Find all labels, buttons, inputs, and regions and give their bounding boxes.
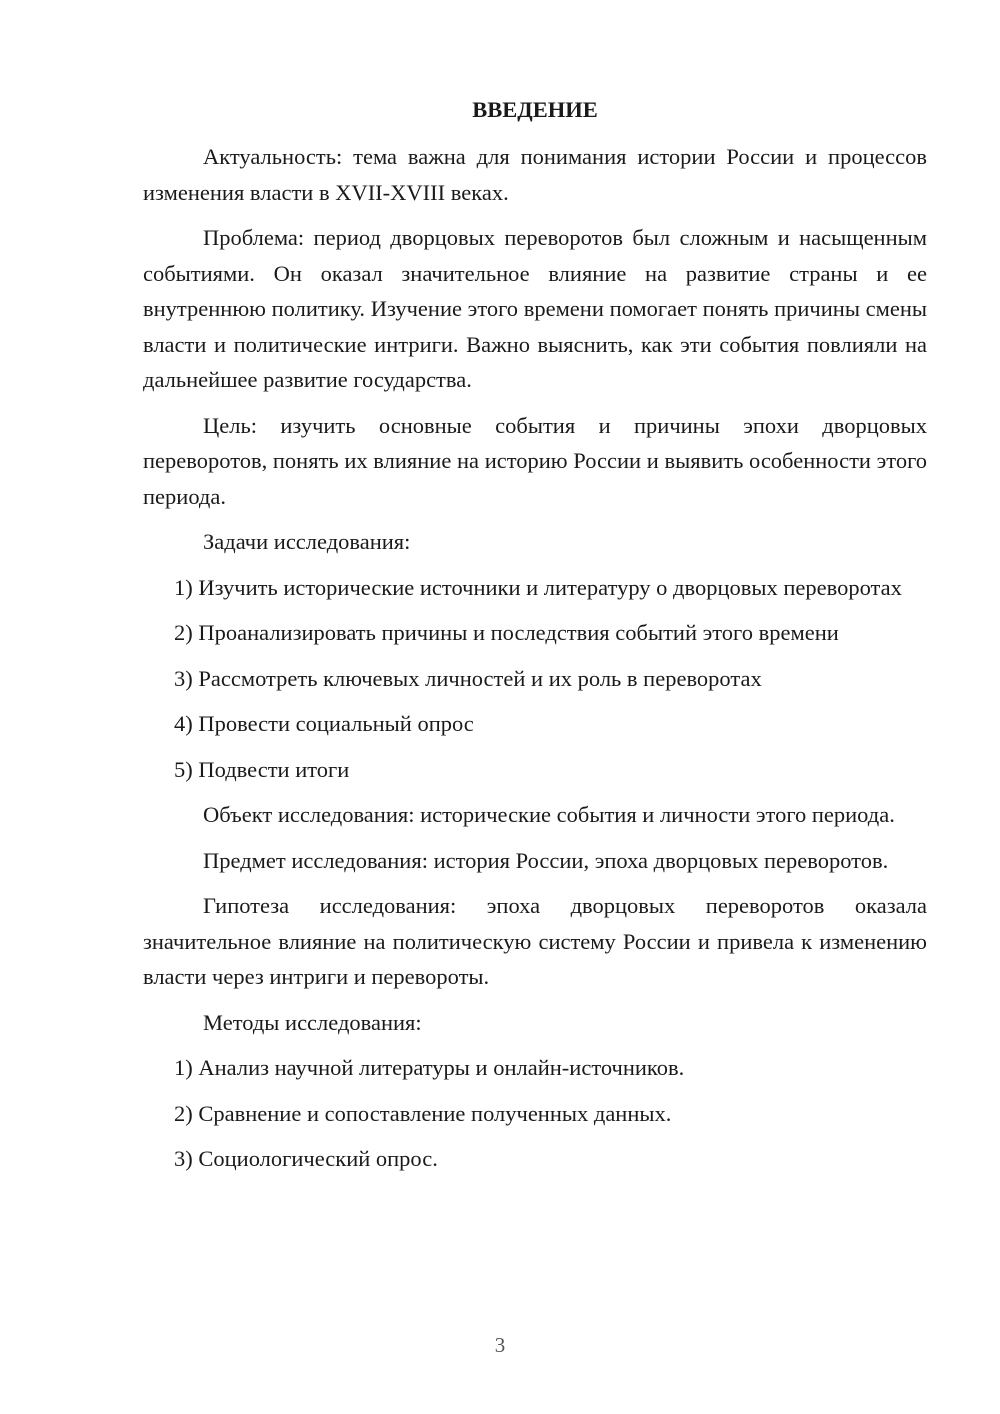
task-item: 4) Провести социальный опрос bbox=[174, 711, 474, 736]
section-title: ВВЕДЕНИЕ bbox=[472, 97, 598, 122]
method-item: 1) Анализ научной литературы и онлайн-источников. bbox=[174, 1055, 685, 1080]
page-number: 3 bbox=[494, 1333, 506, 1357]
relevance-paragraph: Актуальность: тема важна для понимания истории России и процессов изменения власти в XVII-XVIII веках. bbox=[143, 144, 927, 205]
object-paragraph: Объект исследования: исторические события и личности этого периода. bbox=[203, 802, 895, 827]
task-item: 2) Проанализировать причины и последствия событий этого времени bbox=[174, 620, 839, 645]
method-item: 3) Социологический опрос. bbox=[174, 1146, 438, 1171]
task-item: 3) Рассмотреть ключевых личностей и их роль в переворотах bbox=[174, 665, 762, 691]
problem-paragraph: Проблема: период дворцовых переворотов был сложным и насыщенным событиями. Он оказал значительное влияние на развитие страны и ее внутреннюю политику. Изучение этого времени помогает понять причины смены власти и политические интриги. Важно выяснить, как эти события повлияли на дальнейшее развитие государства. bbox=[143, 225, 927, 392]
task-item: 1) Изучить исторические источники и литературу о дворцовых переворотах bbox=[174, 574, 902, 600]
goal-paragraph: Цель: изучить основные события и причины эпохи дворцовых переворотов, понять их влияние на историю России и выявить особенности этого периода. bbox=[143, 412, 927, 509]
hypothesis-paragraph: Гипотеза исследования: эпоха дворцовых переворотов оказала значительное влияние на политическую систему России и привела к изменению власти через интриги и перевороты. bbox=[143, 893, 927, 989]
methods-heading: Методы исследования: bbox=[203, 1009, 422, 1035]
subject-paragraph: Предмет исследования: история России, эпоха дворцовых переворотов. bbox=[203, 847, 889, 873]
page-content bbox=[143, 90, 927, 1187]
tasks-heading: Задачи исследования: bbox=[203, 529, 411, 554]
method-item: 2) Сравнение и сопоставление полученных данных. bbox=[174, 1100, 672, 1126]
task-item: 5) Подвести итоги bbox=[174, 756, 350, 782]
